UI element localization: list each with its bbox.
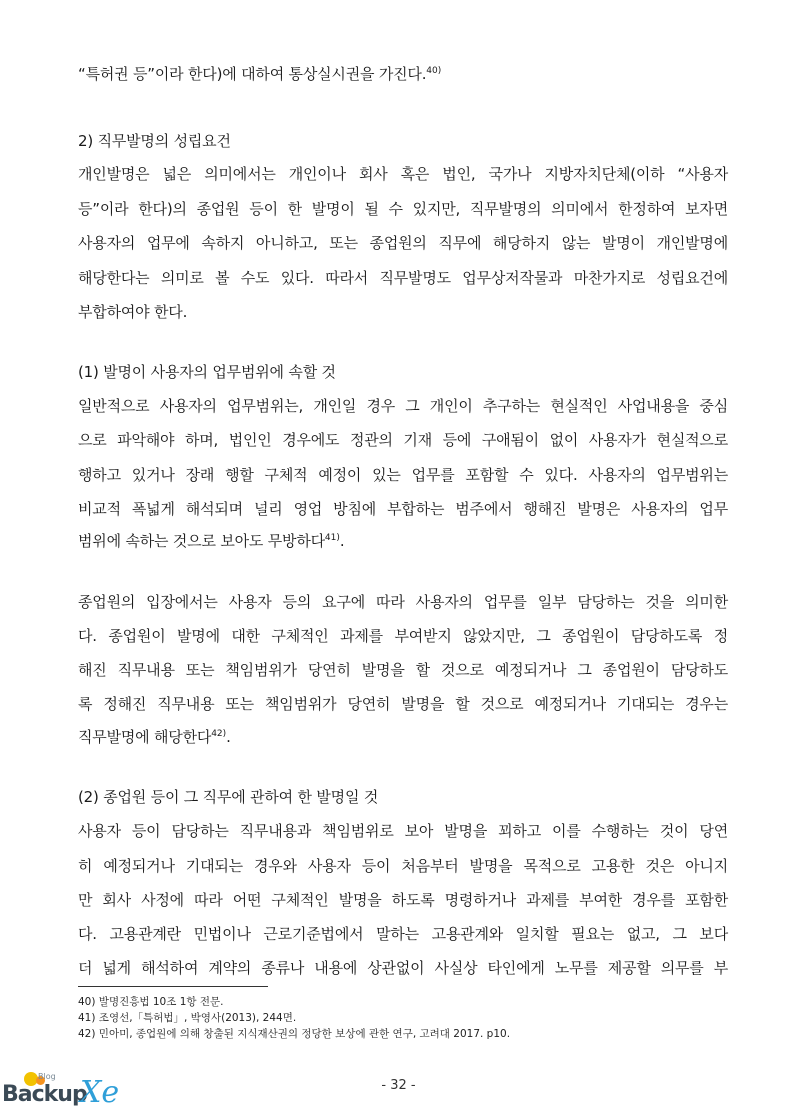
logo-subtext: Blog: [38, 1072, 56, 1081]
line-text: “특허권 등”이라 한다)에 대하여 통상실시권을 가진다.: [78, 65, 427, 83]
page-number: - 32 -: [381, 1078, 416, 1093]
body-line: 부합하여야 한다.: [78, 303, 188, 321]
logo-brand-text: Backup: [2, 1082, 87, 1107]
body-line: 사용자의 업무에 속하지 아니하고, 또는 종업원의 직무에 해당하지 않는 발명이 개인발명에: [78, 234, 728, 252]
body-line: [78, 727, 231, 747]
line-text: .: [339, 532, 345, 550]
body-line: 해당한다는 의미로 볼 수도 있다. 따라서 직무발명도 업무상저작물과 마찬가지로 성립요건에: [78, 269, 728, 287]
logo-accent-text: Xe: [80, 1075, 120, 1110]
body-line: 다. 고용관계란 민법이나 근로기준법에서 말하는 고용관계와 일치할 필요는 없고, 그 보다: [78, 925, 728, 943]
body-line: 해진 직무내용 또는 책임범위가 당연히 발명을 할 것으로 예정되거나 그 종업원이 담당하도: [78, 661, 728, 679]
footnote-ref-41: 41): [324, 533, 340, 543]
body-line: 더 넓게 해석하여 계약의 종류나 내용에 상관없이 사실상 타인에게 노무를 제공할 의무를 부: [78, 959, 728, 977]
body-line: [78, 531, 344, 551]
line-text: 직무발명에 해당한다: [78, 728, 212, 746]
footnote-divider: [78, 986, 268, 987]
body-line: 사용자 등이 담당하는 직무내용과 책임범위로 보아 발명을 꾀하고 이를 수행하는 것이 당연: [78, 822, 728, 840]
body-line: 종업원의 입장에서는 사용자 등의 요구에 따라 사용자의 업무를 일부 담당하는 것을 의미한: [78, 593, 728, 611]
footnote-41: 41) 조영선,「특허법」, 박영사(2013), 244면.: [78, 1012, 297, 1024]
body-line: 히 예정되거나 기대되는 경우와 사용자 등이 처음부터 발명을 목적으로 고용한 것은 아니지: [78, 857, 728, 875]
subsection-heading: (2) 종업원 등이 그 직무에 관하여 한 발명일 것: [78, 788, 379, 806]
body-line: 행하고 있거나 장래 행할 구체적 예정이 있는 업무를 포함할 수 있다. 사용자의 업무범위는: [78, 466, 728, 484]
body-line: 일반적으로 사용자의 업무범위는, 개인일 경우 그 개인이 추구하는 현실적인 사업내용을 중심: [78, 397, 728, 415]
line-text: .: [226, 728, 231, 746]
backupxe-logo: [2, 1070, 122, 1112]
body-line: 등”이라 한다)의 종업원 등이 한 발명이 될 수 있지만, 직무발명의 의미에서 한정하여 보자면: [78, 200, 728, 218]
body-line: 비교적 폭넓게 해석되며 널리 영업 방침에 부합하는 범주에서 행해진 발명은 사용자의 업무: [78, 500, 728, 518]
body-line: 록 정해진 직무내용 또는 책임범위가 당연히 발명을 할 것으로 예정되거나 기대되는 경우는: [78, 695, 728, 713]
section-heading: 2) 직무발명의 성립요건: [78, 132, 231, 150]
line-text: 범위에 속하는 것으로 보아도 무방하다: [78, 532, 325, 550]
body-line: 개인발명은 넓은 의미에서는 개인이나 회사 혹은 법인, 국가나 지방자치단체(이하 “사용자: [78, 165, 728, 183]
body-line: 다. 종업원이 발명에 대한 구체적인 과제를 부여받지 않았지만, 그 종업원이 담당하도록 정: [78, 627, 728, 645]
body-line: [78, 64, 441, 84]
body-line: 으로 파악해야 하며, 법인인 경우에도 정관의 기재 등에 구애됨이 없이 사용자가 현실적으로: [78, 431, 728, 449]
footnote-ref-40: 40): [426, 66, 442, 76]
footnote-40: 40) 발명진흥법 10조 1항 전문.: [78, 996, 224, 1008]
subsection-heading: (1) 발명이 사용자의 업무범위에 속할 것: [78, 363, 336, 381]
body-line: 만 회사 사정에 따라 어떤 구체적인 발명을 하도록 명령하거나 과제를 부여한 경우를 포함한: [78, 891, 728, 909]
footnote-ref-42: 42): [211, 729, 227, 739]
footnote-42: 42) 민아미, 종업원에 의해 창출된 지식재산권의 정당한 보상에 관한 연구, 고려대 2017. p10.: [78, 1028, 511, 1040]
